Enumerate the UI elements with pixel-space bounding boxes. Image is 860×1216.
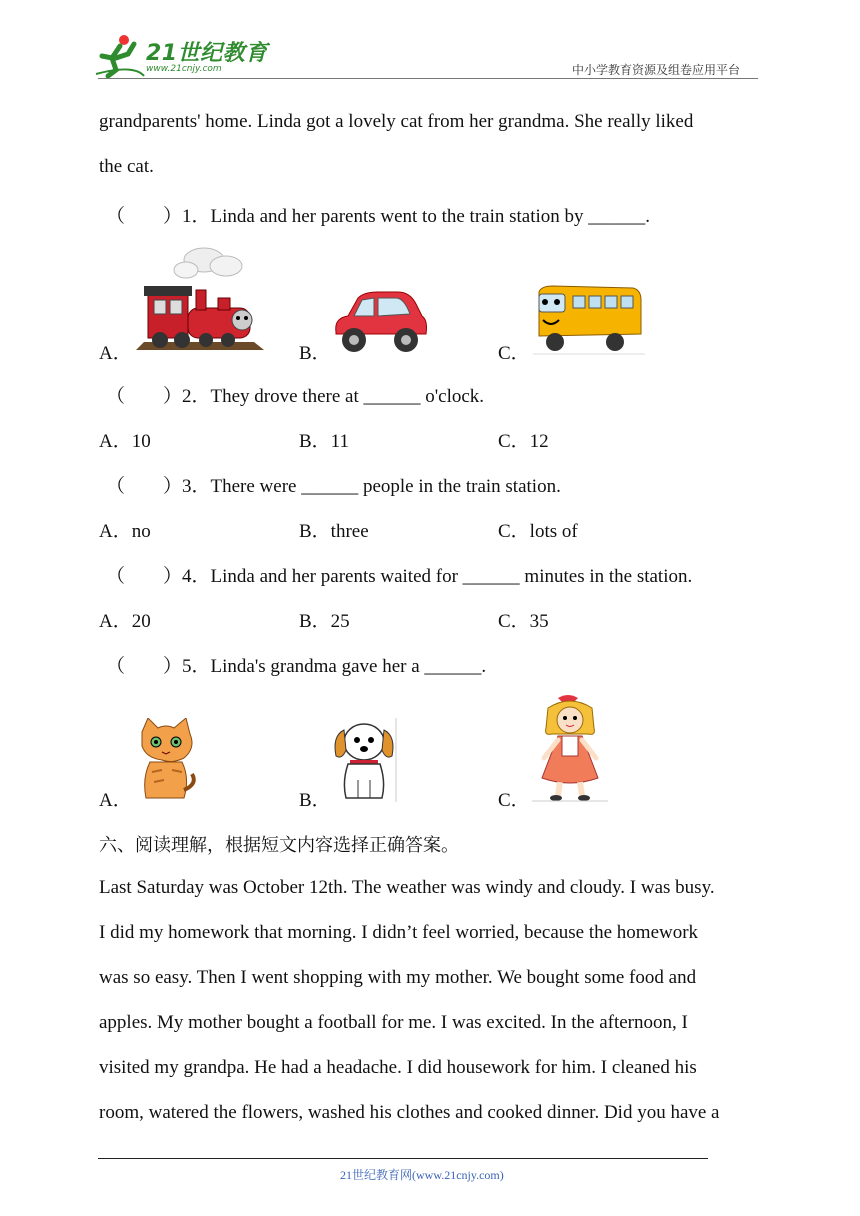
dog-icon — [330, 718, 398, 802]
option-b: B．three — [299, 521, 369, 542]
train-icon — [134, 238, 270, 356]
passage-line: room, watered the flowers, washed his clothes and cooked dinner. Did you have a — [99, 1102, 720, 1123]
footer-divider — [98, 1158, 708, 1159]
option-c-label: C． — [498, 343, 530, 364]
bus-icon — [533, 284, 645, 356]
passage-line: was so easy. Then I went shopping with my mother. We bought some food and — [99, 967, 697, 988]
doll-icon — [532, 692, 608, 802]
option-a-label: A． — [99, 790, 132, 811]
logo-text: 21世纪教育 — [146, 41, 268, 66]
header-divider — [98, 78, 758, 79]
passage-line: apples. My mother bought a football for me. I was excited. In the afternoon, I — [99, 1012, 688, 1033]
question-stem: （ ）3．There were ______ people in the train station. — [106, 476, 561, 497]
option-b: B．25 — [299, 611, 350, 632]
option-a: A．20 — [99, 611, 151, 632]
passage-line: I did my homework that morning. I didn’t feel worried, because the homework — [99, 922, 699, 943]
option-a: A．no — [99, 521, 151, 542]
header-platform-name: 中小学教育资源及组卷应用平台 — [572, 63, 741, 77]
car-icon — [330, 290, 430, 356]
logo-url: www.21cnjy.com — [146, 64, 222, 74]
option-c: C．35 — [498, 611, 549, 632]
footer-link[interactable]: 21世纪教育网(www.21cnjy.com) — [340, 1168, 504, 1182]
question-stem: （ ）4．Linda and her parents waited for ______ minutes in the station. — [106, 566, 693, 587]
section-heading: 六、阅读理解，根据短文内容选择正确答案。 — [99, 835, 459, 856]
passage-line: the cat. — [99, 156, 154, 177]
question-stem: （ ）2．They drove there at ______ o'clock. — [106, 386, 485, 407]
option-c: C．12 — [498, 431, 549, 452]
passage-line: visited my grandpa. He had a headache. I did housework for him. I cleaned his — [99, 1057, 697, 1078]
option-a: A．10 — [99, 431, 151, 452]
question-stem: （ ）1．Linda and her parents went to the train station by ______. — [106, 206, 651, 227]
question-stem: （ ）5．Linda's grandma gave her a ______. — [106, 656, 487, 677]
option-c: C．lots of — [498, 521, 578, 542]
cat-icon — [132, 718, 200, 802]
passage-line: grandparents' home. Linda got a lovely cat from her grandma. She really liked — [99, 111, 694, 132]
option-b-label: B． — [299, 343, 331, 364]
option-c-label: C． — [498, 790, 530, 811]
option-b-label: B． — [299, 790, 331, 811]
option-a-label: A． — [99, 343, 132, 364]
passage-line: Last Saturday was October 12th. The weather was windy and cloudy. I was busy. — [99, 877, 715, 898]
option-b: B．11 — [299, 431, 349, 452]
